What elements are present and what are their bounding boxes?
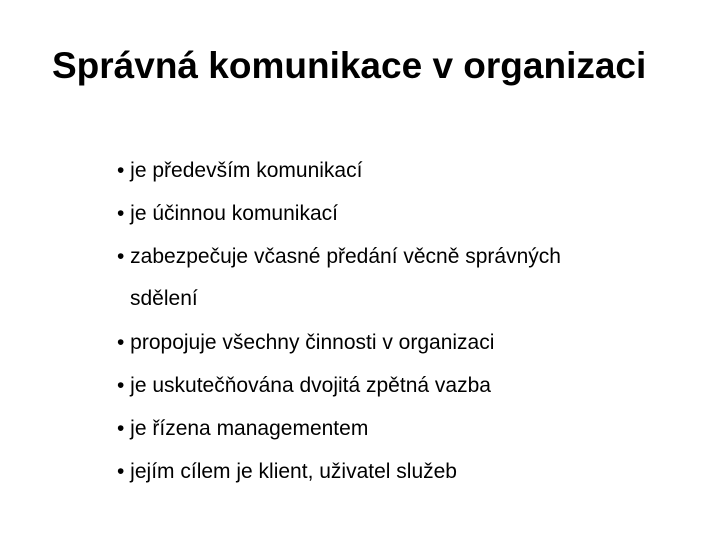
- bullet-item: • je především komunikací: [117, 159, 363, 182]
- slide-title: Správná komunikace v organizaci: [52, 45, 647, 86]
- bullet-item: • propojuje všechny činnosti v organizaci: [117, 331, 495, 354]
- bullet-item: • zabezpečuje včasné předání věcně správných: [117, 245, 561, 268]
- bullet-item: • jejím cílem je klient, uživatel služeb: [117, 460, 457, 483]
- bullet-item-continuation: sdělení: [130, 287, 198, 310]
- bullet-item: • je účinnou komunikací: [117, 202, 338, 225]
- bullet-item: • je uskutečňována dvojitá zpětná vazba: [117, 374, 491, 397]
- bullet-item: • je řízena managementem: [117, 417, 369, 440]
